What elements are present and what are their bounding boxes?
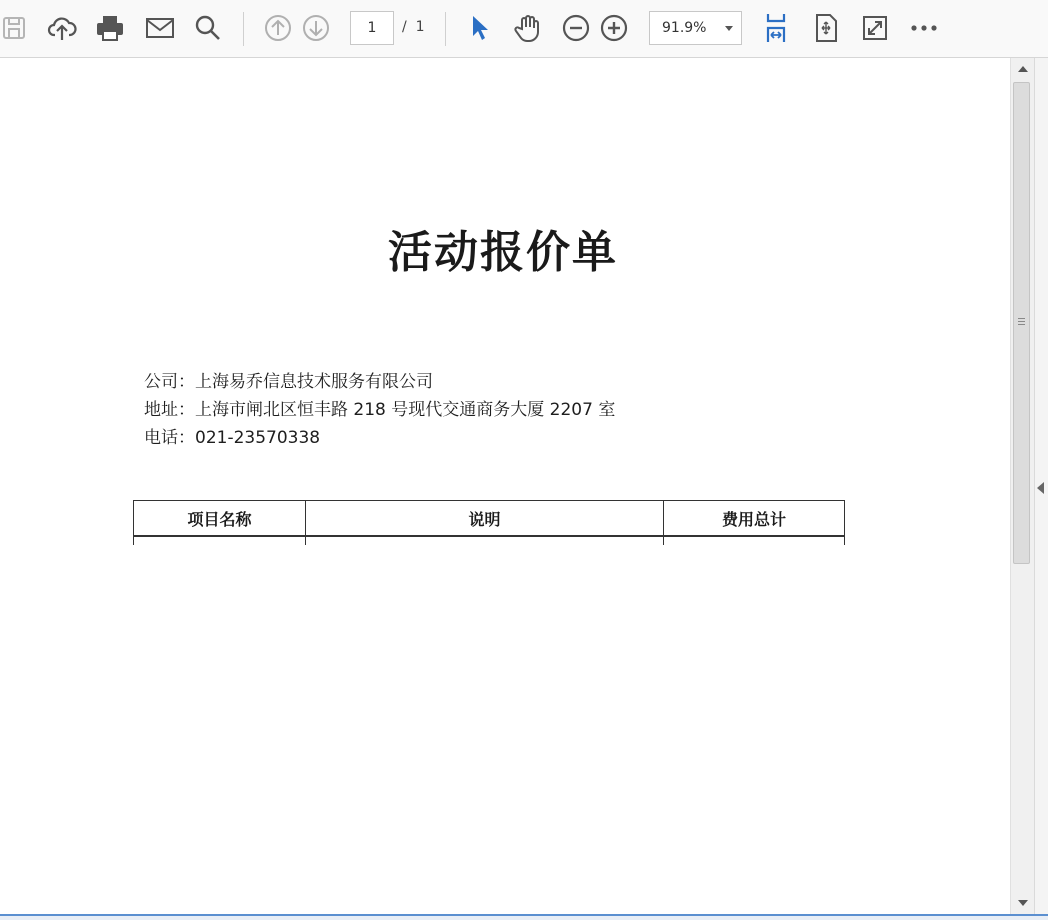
price-table	[133, 500, 845, 545]
scroll-down-icon[interactable]	[1011, 892, 1034, 914]
pdf-toolbar	[0, 0, 1048, 58]
fit-width-icon[interactable]	[758, 10, 794, 46]
toolbar-separator	[243, 12, 244, 46]
scroll-thumb[interactable]	[1013, 82, 1030, 564]
table-header-total-cost: 费用总计	[664, 501, 845, 537]
hand-pan-icon[interactable]	[510, 10, 546, 46]
document-viewport[interactable]	[0, 58, 1010, 914]
zoom-in-icon[interactable]	[596, 10, 632, 46]
scroll-up-icon[interactable]	[1011, 58, 1034, 80]
document-title: 活动报价单	[388, 227, 618, 278]
table-cell	[306, 536, 664, 545]
arrow-down-circle-icon[interactable]	[298, 10, 334, 46]
table-cell	[134, 536, 306, 545]
table-cell	[664, 536, 845, 545]
save-icon[interactable]	[0, 10, 32, 46]
arrow-up-circle-icon[interactable]	[260, 10, 296, 46]
print-icon[interactable]	[92, 10, 128, 46]
chevron-left-icon	[1037, 482, 1044, 494]
more-icon[interactable]	[906, 10, 942, 46]
company-line: 公司：上海易乔信息技术服务有限公司	[144, 372, 433, 392]
search-icon[interactable]	[190, 10, 226, 46]
address-line: 地址：上海市闸北区恒丰路 218 号现代交通商务大厦 2207 室	[144, 400, 616, 420]
phone-line: 电话：021-23570338	[144, 428, 321, 448]
table-header-row	[134, 501, 845, 537]
zoom-out-icon[interactable]	[558, 10, 594, 46]
zoom-level-select[interactable]	[649, 11, 742, 45]
fullscreen-icon[interactable]	[857, 10, 893, 46]
upload-cloud-icon[interactable]	[44, 10, 80, 46]
chevron-down-icon	[725, 26, 733, 31]
table-header-item-name: 项目名称	[134, 501, 306, 537]
table-row	[134, 536, 845, 545]
toolbar-separator	[445, 12, 446, 46]
select-cursor-icon[interactable]	[462, 10, 498, 46]
page-total-label: / 1	[402, 19, 425, 35]
zoom-level-value: 91.9%	[662, 20, 707, 36]
side-panel-toggle[interactable]	[1034, 58, 1048, 914]
vertical-scrollbar[interactable]	[1010, 58, 1034, 914]
email-icon[interactable]	[142, 10, 178, 46]
bottom-border	[0, 914, 1048, 920]
table-header-description: 说明	[306, 501, 664, 537]
fit-page-icon[interactable]	[808, 10, 844, 46]
grip-icon	[1018, 318, 1025, 327]
page-number-input[interactable]: 1	[350, 11, 394, 45]
